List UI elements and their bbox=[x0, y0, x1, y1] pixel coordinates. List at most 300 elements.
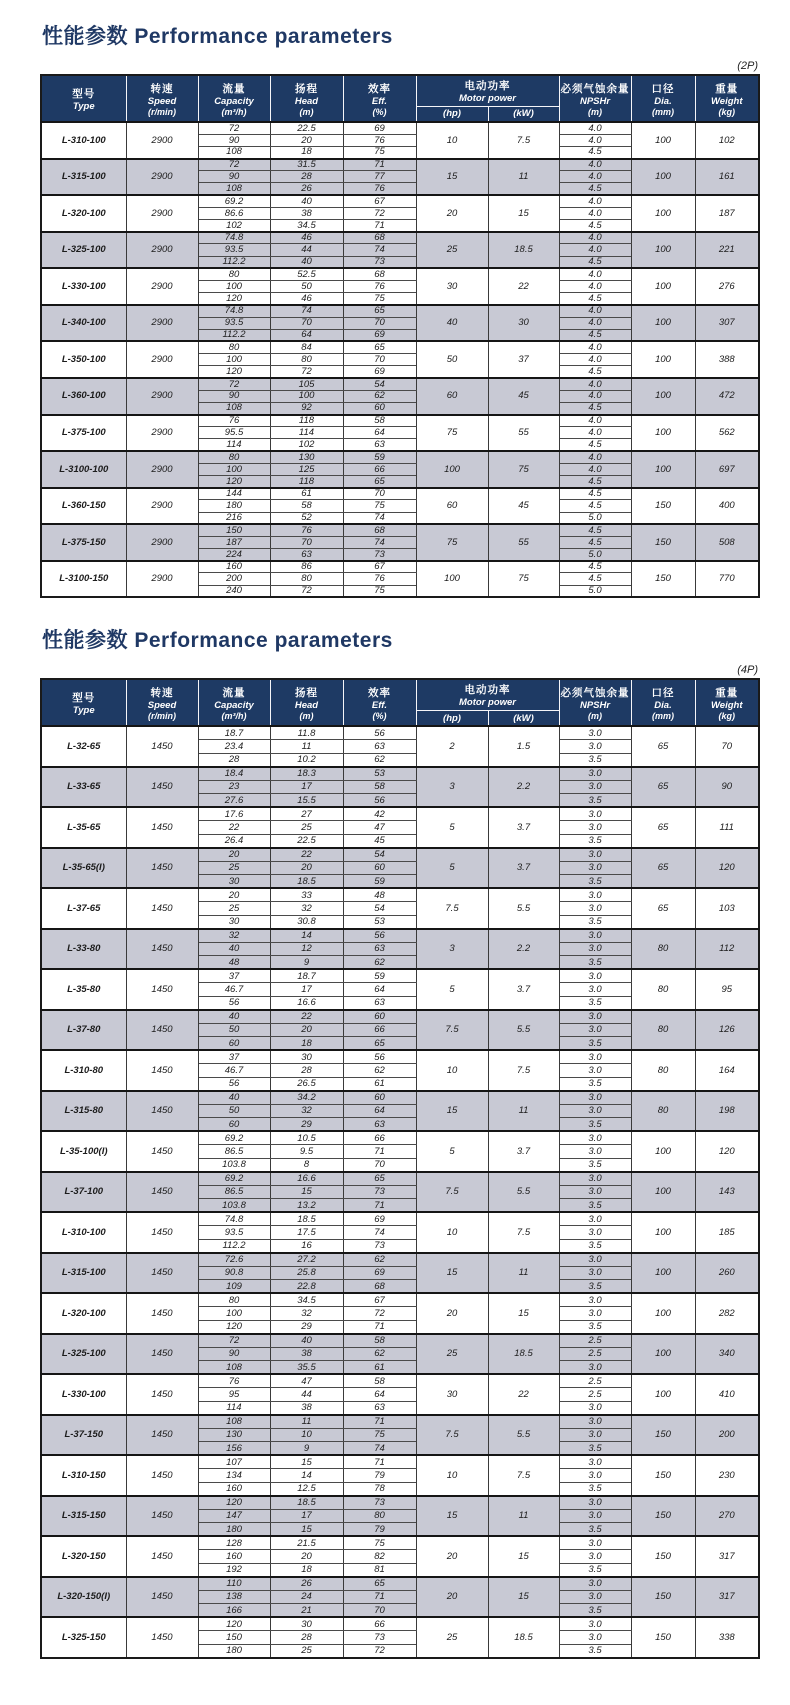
table-row bbox=[41, 561, 759, 573]
npshr-cell: 4.0 bbox=[559, 134, 631, 146]
head-cell: 40 bbox=[270, 256, 343, 268]
dia-cell: 65 bbox=[631, 848, 695, 889]
npshr-cell: 4.5 bbox=[559, 256, 631, 268]
capacity-cell: 102 bbox=[198, 220, 270, 232]
hp-cell: 75 bbox=[416, 524, 488, 561]
npshr-cell: 3.5 bbox=[559, 1158, 631, 1172]
capacity-cell: 86.5 bbox=[198, 1145, 270, 1159]
weight-cell: 120 bbox=[695, 1131, 759, 1172]
npshr-cell: 3.5 bbox=[559, 1482, 631, 1496]
table-row bbox=[41, 415, 759, 427]
head-cell: 10 bbox=[270, 1428, 343, 1442]
kw-cell: 7.5 bbox=[488, 1212, 559, 1253]
hp-cell: 100 bbox=[416, 451, 488, 488]
head-cell: 29 bbox=[270, 1320, 343, 1334]
col-header-head: 扬程 Head (m) bbox=[270, 75, 343, 122]
eff-cell: 65 bbox=[343, 341, 416, 353]
speed-cell: 1450 bbox=[126, 1091, 198, 1132]
head-cell: 18.5 bbox=[270, 875, 343, 889]
dia-cell: 150 bbox=[631, 1577, 695, 1618]
table-row bbox=[41, 1010, 759, 1024]
capacity-cell: 100 bbox=[198, 1307, 270, 1321]
hp-cell: 10 bbox=[416, 1455, 488, 1496]
eff-cell: 66 bbox=[343, 1131, 416, 1145]
npshr-cell: 3.0 bbox=[559, 821, 631, 835]
dia-cell: 150 bbox=[631, 488, 695, 525]
model-cell: L-310-150 bbox=[41, 1455, 126, 1496]
head-cell: 24 bbox=[270, 1590, 343, 1604]
capacity-cell: 40 bbox=[198, 1091, 270, 1105]
npshr-cell: 4.0 bbox=[559, 463, 631, 475]
model-cell: L-315-150 bbox=[41, 1496, 126, 1537]
capacity-cell: 26.4 bbox=[198, 834, 270, 848]
model-cell: L-37-100 bbox=[41, 1172, 126, 1213]
npshr-cell: 3.0 bbox=[559, 1010, 631, 1024]
head-cell: 21.5 bbox=[270, 1536, 343, 1550]
npshr-cell: 3.0 bbox=[559, 1455, 631, 1469]
capacity-cell: 120 bbox=[198, 1617, 270, 1631]
kw-cell: 18.5 bbox=[488, 1617, 559, 1658]
capacity-cell: 32 bbox=[198, 929, 270, 943]
speed-cell: 2900 bbox=[126, 488, 198, 525]
capacity-cell: 120 bbox=[198, 366, 270, 378]
eff-cell: 70 bbox=[343, 1604, 416, 1618]
dia-cell: 80 bbox=[631, 1010, 695, 1051]
model-cell: L-32-65 bbox=[41, 726, 126, 767]
eff-cell: 73 bbox=[343, 1496, 416, 1510]
capacity-cell: 95 bbox=[198, 1388, 270, 1402]
weight-cell: 282 bbox=[695, 1293, 759, 1334]
col-header-motor-power: 电动功率 Motor power bbox=[416, 75, 559, 106]
npshr-cell: 5.0 bbox=[559, 549, 631, 561]
model-cell: L-340-100 bbox=[41, 305, 126, 342]
model-cell: L-35-65(I) bbox=[41, 848, 126, 889]
col-header-speed: 转速 Speed (r/min) bbox=[126, 75, 198, 122]
npshr-cell: 4.5 bbox=[559, 329, 631, 341]
capacity-cell: 72.6 bbox=[198, 1253, 270, 1267]
eff-cell: 73 bbox=[343, 1631, 416, 1645]
table-header bbox=[41, 679, 759, 726]
npshr-cell: 3.0 bbox=[559, 1617, 631, 1631]
capacity-cell: 156 bbox=[198, 1442, 270, 1456]
head-cell: 26 bbox=[270, 183, 343, 195]
npshr-cell: 3.5 bbox=[559, 1563, 631, 1577]
speed-cell: 2900 bbox=[126, 378, 198, 415]
kw-cell: 22 bbox=[488, 1374, 559, 1415]
speed-cell: 2900 bbox=[126, 305, 198, 342]
eff-cell: 60 bbox=[343, 402, 416, 414]
eff-cell: 80 bbox=[343, 1509, 416, 1523]
dia-cell: 150 bbox=[631, 1536, 695, 1577]
dia-cell: 150 bbox=[631, 561, 695, 598]
eff-cell: 66 bbox=[343, 463, 416, 475]
head-cell: 27.2 bbox=[270, 1253, 343, 1267]
col-header-weight: 重量 Weight (kg) bbox=[695, 75, 759, 122]
capacity-cell: 80 bbox=[198, 1293, 270, 1307]
head-cell: 18 bbox=[270, 146, 343, 158]
npshr-cell: 3.0 bbox=[559, 1226, 631, 1240]
capacity-cell: 46.7 bbox=[198, 983, 270, 997]
speed-cell: 1450 bbox=[126, 1496, 198, 1537]
dia-cell: 100 bbox=[631, 232, 695, 269]
npshr-cell: 3.0 bbox=[559, 1266, 631, 1280]
dia-cell: 65 bbox=[631, 888, 695, 929]
head-cell: 11 bbox=[270, 740, 343, 754]
eff-cell: 58 bbox=[343, 415, 416, 427]
capacity-cell: 56 bbox=[198, 1077, 270, 1091]
npshr-cell: 4.5 bbox=[559, 402, 631, 414]
eff-cell: 62 bbox=[343, 390, 416, 402]
performance-table-2p bbox=[40, 74, 760, 598]
npshr-cell: 3.0 bbox=[559, 1212, 631, 1226]
npshr-cell: 3.5 bbox=[559, 1239, 631, 1253]
table-row bbox=[41, 378, 759, 390]
hp-cell: 40 bbox=[416, 305, 488, 342]
head-cell: 50 bbox=[270, 280, 343, 292]
eff-cell: 56 bbox=[343, 794, 416, 808]
weight-cell: 276 bbox=[695, 268, 759, 305]
kw-cell: 11 bbox=[488, 1496, 559, 1537]
col-header-weight: 重量 Weight (kg) bbox=[695, 679, 759, 726]
hp-cell: 7.5 bbox=[416, 888, 488, 929]
capacity-cell: 150 bbox=[198, 524, 270, 536]
npshr-cell: 3.5 bbox=[559, 875, 631, 889]
eff-cell: 76 bbox=[343, 280, 416, 292]
kw-cell: 55 bbox=[488, 415, 559, 452]
head-cell: 10.2 bbox=[270, 753, 343, 767]
speed-cell: 1450 bbox=[126, 1415, 198, 1456]
capacity-cell: 109 bbox=[198, 1280, 270, 1294]
npshr-cell: 3.0 bbox=[559, 1496, 631, 1510]
head-cell: 74 bbox=[270, 305, 343, 317]
head-cell: 9 bbox=[270, 1442, 343, 1456]
eff-cell: 58 bbox=[343, 780, 416, 794]
kw-cell: 37 bbox=[488, 341, 559, 378]
eff-cell: 69 bbox=[343, 1212, 416, 1226]
table-row bbox=[41, 1496, 759, 1510]
kw-cell: 30 bbox=[488, 305, 559, 342]
dia-cell: 80 bbox=[631, 1050, 695, 1091]
kw-cell: 5.5 bbox=[488, 1415, 559, 1456]
head-cell: 72 bbox=[270, 366, 343, 378]
eff-cell: 70 bbox=[343, 354, 416, 366]
eff-cell: 65 bbox=[343, 1577, 416, 1591]
weight-cell: 562 bbox=[695, 415, 759, 452]
eff-cell: 71 bbox=[343, 1415, 416, 1429]
npshr-cell: 3.0 bbox=[559, 1401, 631, 1415]
capacity-cell: 28 bbox=[198, 753, 270, 767]
npshr-cell: 3.0 bbox=[559, 1172, 631, 1186]
head-cell: 18.5 bbox=[270, 1212, 343, 1226]
kw-cell: 3.7 bbox=[488, 1131, 559, 1172]
npshr-cell: 3.0 bbox=[559, 807, 631, 821]
speed-cell: 2900 bbox=[126, 122, 198, 159]
head-cell: 38 bbox=[270, 1347, 343, 1361]
eff-cell: 70 bbox=[343, 488, 416, 500]
npshr-cell: 4.0 bbox=[559, 268, 631, 280]
speed-cell: 1450 bbox=[126, 1293, 198, 1334]
npshr-cell: 3.0 bbox=[559, 1469, 631, 1483]
hp-cell: 20 bbox=[416, 1577, 488, 1618]
weight-cell: 112 bbox=[695, 929, 759, 970]
dia-cell: 100 bbox=[631, 415, 695, 452]
npshr-cell: 3.5 bbox=[559, 1644, 631, 1658]
table-row bbox=[41, 807, 759, 821]
capacity-cell: 30 bbox=[198, 915, 270, 929]
pole-label-4p: (4P) bbox=[737, 664, 758, 677]
table-row bbox=[41, 1455, 759, 1469]
capacity-cell: 20 bbox=[198, 848, 270, 862]
npshr-cell: 3.5 bbox=[559, 1604, 631, 1618]
dia-cell: 65 bbox=[631, 807, 695, 848]
head-cell: 17.5 bbox=[270, 1226, 343, 1240]
npshr-cell: 3.5 bbox=[559, 996, 631, 1010]
capacity-cell: 138 bbox=[198, 1590, 270, 1604]
npshr-cell: 4.5 bbox=[559, 573, 631, 585]
weight-cell: 770 bbox=[695, 561, 759, 598]
model-cell: L-315-100 bbox=[41, 1253, 126, 1294]
head-cell: 15 bbox=[270, 1523, 343, 1537]
model-cell: L-35-65 bbox=[41, 807, 126, 848]
table-row bbox=[41, 1374, 759, 1388]
table-row bbox=[41, 232, 759, 244]
eff-cell: 75 bbox=[343, 146, 416, 158]
eff-cell: 73 bbox=[343, 256, 416, 268]
eff-cell: 71 bbox=[343, 1320, 416, 1334]
eff-cell: 67 bbox=[343, 195, 416, 207]
head-cell: 12.5 bbox=[270, 1482, 343, 1496]
dia-cell: 100 bbox=[631, 1374, 695, 1415]
head-cell: 70 bbox=[270, 536, 343, 548]
head-cell: 13.2 bbox=[270, 1199, 343, 1213]
hp-cell: 25 bbox=[416, 1334, 488, 1375]
speed-cell: 1450 bbox=[126, 807, 198, 848]
head-cell: 22 bbox=[270, 1010, 343, 1024]
table-row bbox=[41, 159, 759, 171]
col-header-hp: (hp) bbox=[416, 710, 488, 726]
model-cell: L-320-150(I) bbox=[41, 1577, 126, 1618]
model-cell: L-375-100 bbox=[41, 415, 126, 452]
npshr-cell: 3.0 bbox=[559, 1104, 631, 1118]
npshr-cell: 3.5 bbox=[559, 1320, 631, 1334]
capacity-cell: 108 bbox=[198, 146, 270, 158]
capacity-cell: 112.2 bbox=[198, 1239, 270, 1253]
npshr-cell: 3.0 bbox=[559, 1536, 631, 1550]
col-header-eff: 效率 Eff. (%) bbox=[343, 75, 416, 122]
weight-cell: 508 bbox=[695, 524, 759, 561]
npshr-cell: 3.0 bbox=[559, 969, 631, 983]
head-cell: 35.5 bbox=[270, 1361, 343, 1375]
npshr-cell: 4.0 bbox=[559, 341, 631, 353]
table-row bbox=[41, 1536, 759, 1550]
hp-cell: 60 bbox=[416, 378, 488, 415]
capacity-cell: 69.2 bbox=[198, 195, 270, 207]
head-cell: 15 bbox=[270, 1185, 343, 1199]
head-cell: 26 bbox=[270, 1577, 343, 1591]
kw-cell: 11 bbox=[488, 1253, 559, 1294]
head-cell: 40 bbox=[270, 1334, 343, 1348]
dia-cell: 100 bbox=[631, 1293, 695, 1334]
npshr-cell: 3.0 bbox=[559, 1631, 631, 1645]
head-cell: 14 bbox=[270, 929, 343, 943]
eff-cell: 65 bbox=[343, 305, 416, 317]
table-row bbox=[41, 969, 759, 983]
capacity-cell: 93.5 bbox=[198, 244, 270, 256]
weight-cell: 221 bbox=[695, 232, 759, 269]
weight-cell: 260 bbox=[695, 1253, 759, 1294]
model-cell: L-360-100 bbox=[41, 378, 126, 415]
page-title-2 bbox=[42, 624, 755, 654]
capacity-cell: 93.5 bbox=[198, 1226, 270, 1240]
dia-cell: 65 bbox=[631, 767, 695, 808]
speed-cell: 1450 bbox=[126, 726, 198, 767]
capacity-cell: 22 bbox=[198, 821, 270, 835]
capacity-cell: 56 bbox=[198, 996, 270, 1010]
speed-cell: 1450 bbox=[126, 1050, 198, 1091]
capacity-cell: 112.2 bbox=[198, 329, 270, 341]
model-cell: L-325-100 bbox=[41, 232, 126, 269]
npshr-cell: 2.5 bbox=[559, 1388, 631, 1402]
eff-cell: 62 bbox=[343, 1347, 416, 1361]
npshr-cell: 4.5 bbox=[559, 536, 631, 548]
model-cell: L-33-80 bbox=[41, 929, 126, 970]
weight-cell: 200 bbox=[695, 1415, 759, 1456]
eff-cell: 48 bbox=[343, 888, 416, 902]
col-header-hp: (hp) bbox=[416, 106, 488, 122]
kw-cell: 75 bbox=[488, 561, 559, 598]
eff-cell: 45 bbox=[343, 834, 416, 848]
head-cell: 17 bbox=[270, 983, 343, 997]
npshr-cell: 3.0 bbox=[559, 848, 631, 862]
hp-cell: 15 bbox=[416, 1091, 488, 1132]
npshr-cell: 3.5 bbox=[559, 956, 631, 970]
npshr-cell: 3.5 bbox=[559, 1077, 631, 1091]
model-cell: L-320-150 bbox=[41, 1536, 126, 1577]
head-cell: 29 bbox=[270, 1118, 343, 1132]
col-header-npshr: 必须气蚀余量 NPSHr (m) bbox=[559, 75, 631, 122]
capacity-cell: 80 bbox=[198, 341, 270, 353]
eff-cell: 67 bbox=[343, 561, 416, 573]
hp-cell: 5 bbox=[416, 1131, 488, 1172]
capacity-cell: 74.8 bbox=[198, 232, 270, 244]
hp-cell: 25 bbox=[416, 1617, 488, 1658]
hp-cell: 3 bbox=[416, 929, 488, 970]
head-cell: 17 bbox=[270, 780, 343, 794]
npshr-cell: 3.0 bbox=[559, 740, 631, 754]
weight-cell: 317 bbox=[695, 1577, 759, 1618]
head-cell: 22.5 bbox=[270, 122, 343, 134]
hp-cell: 10 bbox=[416, 1212, 488, 1253]
capacity-cell: 86.5 bbox=[198, 1185, 270, 1199]
npshr-cell: 3.0 bbox=[559, 767, 631, 781]
head-cell: 18.5 bbox=[270, 1496, 343, 1510]
eff-cell: 58 bbox=[343, 1334, 416, 1348]
npshr-cell: 4.0 bbox=[559, 390, 631, 402]
dia-cell: 100 bbox=[631, 1334, 695, 1375]
head-cell: 20 bbox=[270, 1023, 343, 1037]
head-cell: 30 bbox=[270, 1050, 343, 1064]
eff-cell: 54 bbox=[343, 902, 416, 916]
dia-cell: 100 bbox=[631, 341, 695, 378]
eff-cell: 56 bbox=[343, 726, 416, 740]
npshr-cell: 4.0 bbox=[559, 451, 631, 463]
npshr-cell: 3.0 bbox=[559, 983, 631, 997]
head-cell: 31.5 bbox=[270, 159, 343, 171]
eff-cell: 75 bbox=[343, 1428, 416, 1442]
col-header-kw: (kW) bbox=[488, 106, 559, 122]
head-cell: 11 bbox=[270, 1415, 343, 1429]
npshr-cell: 3.0 bbox=[559, 1509, 631, 1523]
speed-cell: 1450 bbox=[126, 1253, 198, 1294]
speed-cell: 1450 bbox=[126, 1577, 198, 1618]
speed-cell: 2900 bbox=[126, 268, 198, 305]
kw-cell: 2.2 bbox=[488, 929, 559, 970]
capacity-cell: 187 bbox=[198, 536, 270, 548]
npshr-cell: 3.0 bbox=[559, 1185, 631, 1199]
hp-cell: 2 bbox=[416, 726, 488, 767]
dia-cell: 100 bbox=[631, 268, 695, 305]
npshr-cell: 4.5 bbox=[559, 146, 631, 158]
eff-cell: 67 bbox=[343, 1293, 416, 1307]
eff-cell: 75 bbox=[343, 500, 416, 512]
model-cell: L-360-150 bbox=[41, 488, 126, 525]
kw-cell: 15 bbox=[488, 1577, 559, 1618]
kw-cell: 5.5 bbox=[488, 1010, 559, 1051]
kw-cell: 5.5 bbox=[488, 1172, 559, 1213]
col-header-npshr: 必须气蚀余量 NPSHr (m) bbox=[559, 679, 631, 726]
head-cell: 18.3 bbox=[270, 767, 343, 781]
eff-cell: 79 bbox=[343, 1469, 416, 1483]
eff-cell: 74 bbox=[343, 1226, 416, 1240]
weight-cell: 270 bbox=[695, 1496, 759, 1537]
dia-cell: 150 bbox=[631, 524, 695, 561]
eff-cell: 72 bbox=[343, 207, 416, 219]
capacity-cell: 69.2 bbox=[198, 1172, 270, 1186]
pole-label-2p: (2P) bbox=[737, 60, 758, 72]
capacity-cell: 23.4 bbox=[198, 740, 270, 754]
npshr-cell: 3.0 bbox=[559, 1293, 631, 1307]
head-cell: 8 bbox=[270, 1158, 343, 1172]
head-cell: 20 bbox=[270, 861, 343, 875]
kw-cell: 3.7 bbox=[488, 807, 559, 848]
capacity-cell: 120 bbox=[198, 293, 270, 305]
eff-cell: 61 bbox=[343, 1077, 416, 1091]
head-cell: 52.5 bbox=[270, 268, 343, 280]
eff-cell: 72 bbox=[343, 1644, 416, 1658]
dia-cell: 150 bbox=[631, 1496, 695, 1537]
npshr-cell: 3.5 bbox=[559, 794, 631, 808]
npshr-cell: 3.0 bbox=[559, 1428, 631, 1442]
npshr-cell: 4.0 bbox=[559, 427, 631, 439]
eff-cell: 82 bbox=[343, 1550, 416, 1564]
npshr-cell: 4.5 bbox=[559, 183, 631, 195]
weight-cell: 472 bbox=[695, 378, 759, 415]
npshr-cell: 3.5 bbox=[559, 1523, 631, 1537]
table-row bbox=[41, 1334, 759, 1348]
head-cell: 70 bbox=[270, 317, 343, 329]
capacity-cell: 93.5 bbox=[198, 317, 270, 329]
eff-cell: 75 bbox=[343, 585, 416, 597]
speed-cell: 2900 bbox=[126, 232, 198, 269]
hp-cell: 30 bbox=[416, 1374, 488, 1415]
capacity-cell: 17.6 bbox=[198, 807, 270, 821]
head-cell: 9 bbox=[270, 956, 343, 970]
head-cell: 22 bbox=[270, 848, 343, 862]
dia-cell: 150 bbox=[631, 1455, 695, 1496]
npshr-cell: 4.0 bbox=[559, 317, 631, 329]
hp-cell: 25 bbox=[416, 232, 488, 269]
head-cell: 9.5 bbox=[270, 1145, 343, 1159]
